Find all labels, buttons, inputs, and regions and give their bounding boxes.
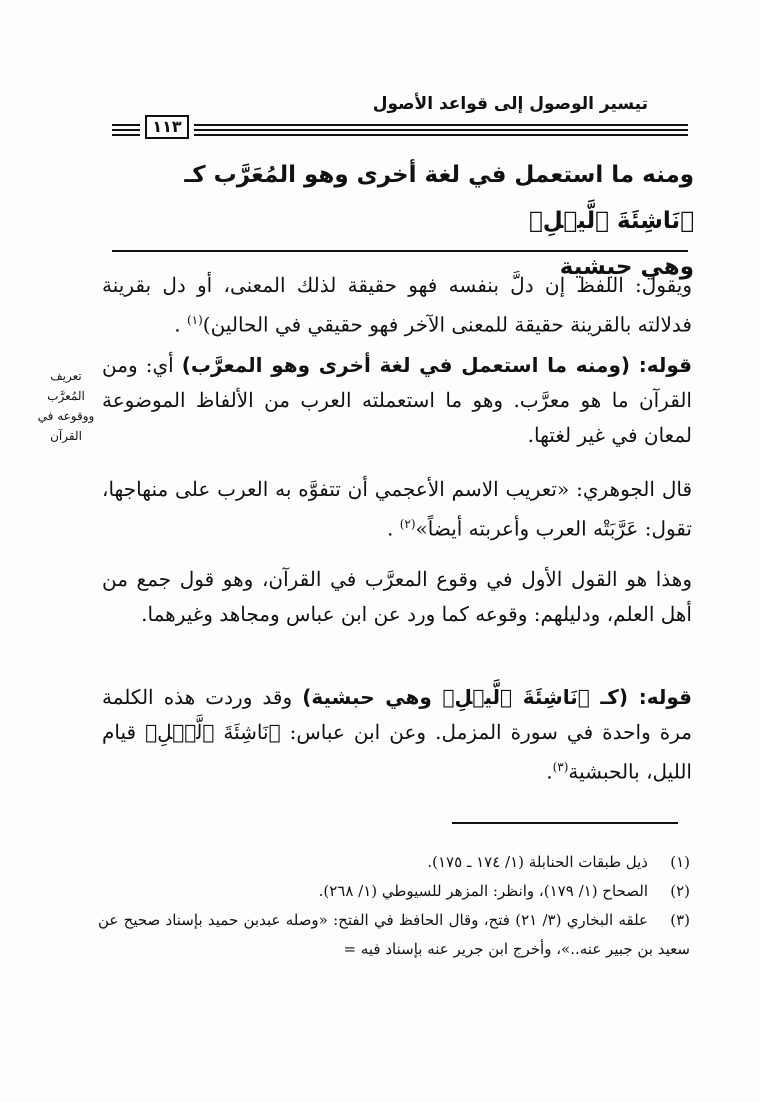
header-rule-left-bottom (112, 134, 140, 136)
paragraph-5-text: وقد وردت هذه الكلمة مرة واحدة في سورة المزمل. وعن ابن عباس: ﴿نَاشِئَةَ ٱلَّيۡلِ﴾ قيام الليل، بالحبشية (102, 685, 692, 784)
paragraph-3 (102, 472, 692, 547)
footnote-2-number: (٢) (670, 882, 690, 900)
footnote-ref-1: (١) (186, 313, 203, 327)
paragraph-4 (102, 562, 692, 632)
header-rule-line-top (194, 124, 688, 126)
section-heading-line-1: ومنه ما استعمل في لغة أخرى وهو المُعَرَّب كـ ﴿نَاشِئَةَ ٱلَّيۡلِ﴾ (184, 162, 694, 234)
section-heading-line-2: وهي حبشية (559, 254, 694, 280)
footnote-2-text: الصحاح (١/ ١٧٩)، وانظر: المزهر للسيوطي (١/ ٢٦٨). (318, 882, 648, 900)
footnote-1-number: (١) (670, 853, 690, 871)
header-rule-line-bottom (194, 134, 688, 136)
paragraph-2-lead: قوله: (ومنه ما استعمل في لغة أخرى وهو المعرَّب) (181, 353, 692, 377)
heading-divider (112, 250, 688, 252)
header-rule-left-middle (112, 129, 140, 131)
page-number: ١١٣ (145, 115, 189, 139)
paragraph-3-text: قال الجوهري: «تعريب الاسم الأعجمي أن تتفوَّه به العرب على منهاجها، تقول: عَرَّبَتْه العرب وأعربته أيضاً» (102, 477, 692, 541)
footnote-3 (98, 906, 690, 964)
paragraph-5-lead: قوله: (كـ ﴿نَاشِئَةَ ٱلَّيۡلِ﴾ وهي حبشية) (302, 685, 692, 709)
paragraph-1 (102, 268, 692, 343)
paragraph-5 (102, 680, 692, 790)
header-rule (112, 124, 688, 138)
paragraph-1-text: ويقول: اللفظ إن دلَّ بنفسه فهو حقيقة لذلك المعنى، أو دل بقرينة فدلالته بالقرينة حقيقة للمعنى الآخر فهو حقيقي في الحالين) (102, 273, 692, 337)
paragraph-2-text: أي: ومن القرآن ما هو معرَّب. وهو ما استعملته العرب من الألفاظ الموضوعة لمعان في غير لغتها. (102, 353, 692, 447)
header-rule-line-middle (194, 129, 688, 131)
margin-note: تعريف المُعرَّب ووقوعه في القرآن (37, 369, 95, 443)
paragraph-2 (102, 348, 692, 453)
footnote-ref-3: (٣) (552, 760, 569, 774)
header-rule-left-top (112, 124, 140, 126)
paragraph-4-text: وهذا هو القول الأول في وقوع المعرَّب في القرآن، وهو قول جمع من أهل العلم، ودليلهم: وقوعه كما ورد عن ابن عباس ومجاهد وغيرهما. (102, 567, 692, 626)
paragraph-5-end: . (546, 759, 553, 784)
footnote-3-number: (٣) (670, 911, 691, 929)
footnote-divider (452, 822, 678, 824)
footnote-1-text: ذيل طبقات الحنابلة (١/ ١٧٤ ـ ١٧٥). (427, 853, 648, 871)
running-title: تيسير الوصول إلى قواعد الأصول (372, 94, 648, 114)
footnote-1 (98, 848, 690, 877)
footnote-3-text: علقه البخاري (٣/ ٢١) فتح، وقال الحافظ في الفتح: «وصله عبدبن حميد بإسناد صحيح عن سعيد بن جبير عنه..»، وأخرج ابن جرير عنه بإسناد فيه = (98, 911, 690, 958)
paragraph-1-end: . (174, 312, 187, 337)
footnote-2 (98, 877, 690, 906)
paragraph-3-end: . (386, 516, 400, 541)
footnote-ref-2: (٢) (399, 517, 416, 531)
